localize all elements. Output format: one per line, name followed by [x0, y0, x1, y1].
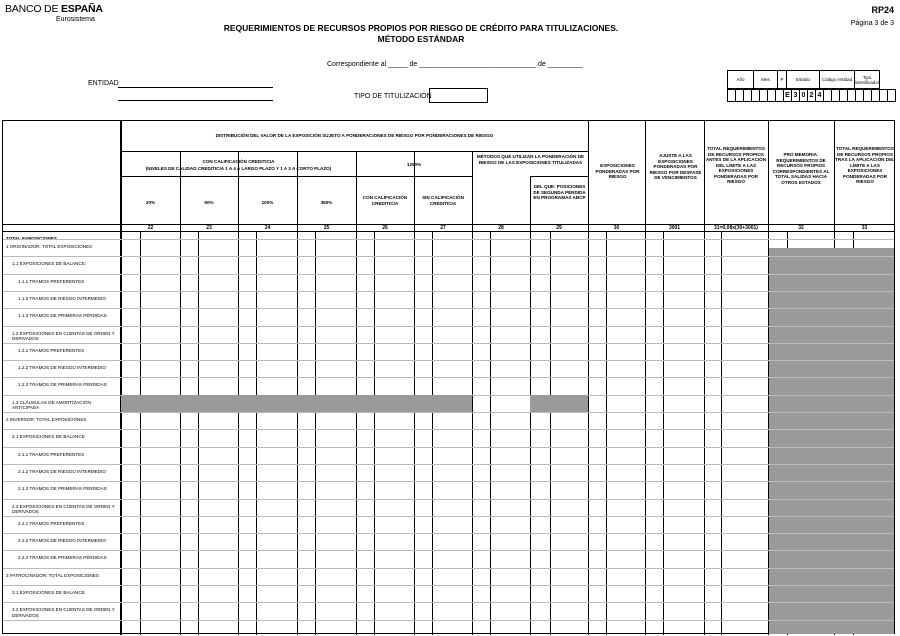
weight-100: 100% — [261, 200, 274, 205]
row-divider — [3, 429, 894, 430]
id-cell: 3 — [792, 90, 800, 102]
id-cell: 4 — [816, 90, 824, 102]
weight-50: 50% — [204, 200, 214, 205]
row-divider — [3, 499, 894, 500]
row-divider — [3, 343, 894, 344]
id-cell[interactable] — [744, 90, 752, 102]
entidad-line-1 — [118, 87, 273, 88]
row-divider — [3, 585, 894, 586]
ajuste-header: AJUSTE A LAS EXPOSICIONES PONDERADAS POR RIESGO POR DESFASE DE VENCIMIENTOS — [649, 153, 702, 180]
row-label: 1.2.1 TRAMOS PREFERENTES — [18, 347, 85, 353]
column-number: 26 — [382, 225, 388, 231]
logo-subtitle: Eurosistema — [56, 16, 95, 23]
row-divider — [3, 360, 894, 361]
row-divider — [3, 550, 894, 551]
header-divider — [530, 176, 588, 177]
id-cell[interactable] — [856, 90, 864, 102]
pro-memoria-header: PRO MEMORIA: REQUERIMIENTOS DE RECURSOS PROPIOS CORRESPONDIENTES AL TOTAL SALIDAS HACIA OTROS ESTADOS — [772, 152, 830, 185]
shaded-row — [121, 395, 472, 412]
id-cell[interactable] — [736, 90, 744, 102]
row-label: 1.2.3 TRAMOS DE PRIMERAS PÉRDIDAS — [18, 382, 107, 388]
row-label: 1.1.3 TRAMOS DE PRIMERAS PÉRDIDAS — [18, 313, 107, 319]
row-divider — [3, 533, 894, 534]
sin-calif-1250: SIN CALIFICACIÓN CREDITICIA — [422, 195, 464, 206]
form-code: RP24 — [871, 5, 894, 15]
column-number: 22 — [147, 225, 154, 231]
id-cell[interactable] — [824, 90, 832, 102]
row-divider — [3, 326, 894, 327]
row-divider — [3, 291, 894, 292]
bank-logo — [5, 3, 103, 15]
column-number: 3001 — [668, 225, 681, 231]
tipo-titulizacion-label: TIPO DE TITULIZACIÓN — [354, 93, 432, 100]
row-divider — [3, 602, 894, 603]
id-header-codigo: Código entidad — [820, 71, 855, 89]
id-cell[interactable] — [776, 90, 784, 102]
row-divider — [3, 516, 894, 517]
row-divider — [3, 256, 894, 257]
tipo-titulizacion-input[interactable] — [429, 88, 488, 103]
page-number: Página 3 de 3 — [850, 20, 894, 27]
row-divider — [3, 568, 894, 569]
id-cell[interactable] — [864, 90, 872, 102]
exp-pond-header: EXPOSICIONES PONDERADAS POR RIESGO — [595, 163, 640, 179]
row-label: 1 ORIGINADOR: TOTAL EXPOSICIONES — [6, 244, 93, 249]
id-cell[interactable] — [872, 90, 880, 102]
row-label: 2.2 EXPOSICIONES EN CUENTAS DE ORDEN Y DERIVADOS — [12, 503, 115, 514]
exposures-table — [2, 120, 895, 634]
entidad-line-2 — [118, 100, 273, 101]
metodos-header: MÉTODOS QUE UTILIZAN LA PONDERACIÓN DE RIESGO DE LAS EXPOSICIONES TITULIZADAS — [476, 154, 585, 165]
row-label: 1.2.2 TRAMOS DE RIESGO INTERMEDIO — [18, 365, 106, 371]
row-divider — [3, 447, 894, 448]
id-cell[interactable] — [848, 90, 856, 102]
column-number: 32 — [798, 225, 804, 231]
total-req-tras-header: TOTAL REQUERIMIENTOS DE RECURSOS PROPIOS TRAS LA APLICACIÓN DEL LÍMITE A LAS EXPOSICIONES PONDERADAS POR RIESGO — [835, 146, 895, 184]
con-calif-header: CON CALIFICACIÓN CREDITICIA — [202, 159, 275, 164]
shaded-row — [530, 395, 588, 412]
weight-20: 20% — [145, 200, 156, 205]
id-cell: 2 — [808, 90, 816, 102]
row-label: 3.1 EXPOSICIONES DE BALANCE — [12, 590, 85, 595]
row-label: 2.1 EXPOSICIONES DE BALANCE — [12, 434, 85, 440]
header-divider — [121, 176, 472, 177]
id-cell[interactable] — [768, 90, 776, 102]
header-divider — [3, 231, 894, 232]
weight-350: 350% — [320, 200, 333, 205]
column-number: 28 — [498, 225, 504, 231]
row-label: 3 PATROCINADOR: TOTAL EXPOSICIONES — [6, 572, 99, 578]
id-cell[interactable] — [760, 90, 768, 102]
column-number: 25 — [323, 225, 330, 231]
con-calif-sub: (NIVELES DE CALIDAD CREDITICIA 1 A 4 A LARGO PLAZO Y 1 A 3 A CORTO PLAZO) — [145, 166, 332, 171]
row-divider — [3, 412, 894, 413]
con-calif-1250: CON CALIFICACIÓN CREDITICIA — [362, 195, 408, 206]
row-divider — [3, 274, 894, 275]
entidad-label: ENTIDAD — [88, 80, 119, 87]
id-header-mes: Mes — [754, 71, 778, 89]
column-number: 27 — [440, 225, 446, 231]
row-label: 1.1.2 TRAMOS DE RIESGO INTERMEDIO — [18, 295, 106, 301]
shaded-cells — [769, 248, 894, 634]
dist-header: DISTRIBUCIÓN DEL VALOR DE LA EXPOSICIÓN SUJETO A PONDERACIONES DE RIESGO POR PONDERACIONES DE RIESGO — [215, 133, 494, 138]
column-number: 23 — [206, 225, 212, 231]
row-label: 2.1.2 TRAMOS DE RIESGO INTERMEDIO — [18, 468, 106, 474]
id-cell[interactable] — [752, 90, 760, 102]
row-label: 2.1.3 TRAMOS DE PRIMERAS PÉRDIDAS — [18, 486, 107, 492]
row-divider — [3, 377, 894, 378]
row-divider — [3, 464, 894, 465]
row-divider — [3, 239, 894, 240]
column-number: 30 — [613, 225, 620, 231]
id-cell: 0 — [800, 90, 808, 102]
correspondiente-line: Correspondiente al _____ de ______________________________ de _________ — [327, 61, 583, 68]
row-label: 1.1.1 TRAMOS PREFERENTES — [18, 278, 85, 284]
row-divider — [3, 308, 894, 309]
row-label: 1.1 EXPOSICIONES DE BALANCE: — [12, 261, 87, 267]
page-title: REQUERIMIENTOS DE RECURSOS PROPIOS POR RIESGO DE CRÉDITO PARA TITULIZACIONES. — [223, 23, 619, 33]
row-label: 3.2 EXPOSICIONES EN CUENTAS DE ORDEN Y DERIVADOS — [12, 607, 115, 618]
column-number: 24 — [264, 225, 271, 231]
row-label: 1.2 EXPOSICIONES EN CUENTAS DE ORDEN Y DERIVADOS — [12, 330, 115, 341]
id-cell[interactable] — [728, 90, 736, 102]
id-cell: E — [784, 90, 792, 102]
pct1250-header: 1250% — [406, 162, 422, 167]
row-divider — [3, 481, 894, 482]
row-divider — [3, 620, 894, 621]
id-cell[interactable] — [880, 90, 888, 102]
id-header-estado: Estado — [787, 71, 820, 89]
del-que-header: DEL QUE: POSICIONES DE SEGUNDA PÉRDIDA EN PROGRAMAS ABCP — [533, 184, 586, 200]
row-label: 1.3 CLÁUSULAS DE AMORTIZACIÓN ANTICIPADA — [12, 399, 91, 410]
id-header-p: P — [778, 71, 787, 89]
page-subtitle: MÉTODO ESTÁNDAR — [377, 34, 465, 44]
column-number: 33 — [861, 225, 868, 231]
id-cell[interactable] — [832, 90, 840, 102]
identification-grid — [727, 70, 896, 102]
row-label: 2.1.1 TRAMOS PREFERENTES — [18, 451, 85, 457]
id-header-tipo: Tipo identificador — [855, 71, 880, 89]
id-cell[interactable] — [888, 90, 896, 102]
row-label: 2.2.1 TRAMOS PREFERENTES — [18, 520, 85, 526]
row-label: 2 INVERSOR: TOTAL EXPOSICIONES — [6, 417, 87, 422]
header-divider — [121, 151, 588, 152]
logo-bold: ESPAÑA — [60, 3, 103, 15]
column-number: 29 — [556, 225, 562, 231]
logo-prefix: BANCO DE — [5, 3, 61, 15]
id-cell[interactable] — [840, 90, 848, 102]
id-header-ano: Año — [728, 71, 754, 89]
total-req-header: TOTAL REQUERIMIENTOS DE RECURSOS PROPIOS ANTES DE LA APLICACIÓN DEL LÍMITE A LAS EXPOSICIONES PONDERADAS POR RIESGO — [705, 146, 767, 184]
row-label: TOTAL EXPOSICIONES — [6, 236, 57, 241]
row-label: 2.2.2 TRAMOS DE RIESGO INTERMEDIO — [18, 538, 106, 544]
row-label: 2.2.3 TRAMOS DE PRIMERAS PÉRDIDAS — [18, 555, 107, 561]
column-number: 31=0,08x(30+3001) — [714, 225, 758, 231]
